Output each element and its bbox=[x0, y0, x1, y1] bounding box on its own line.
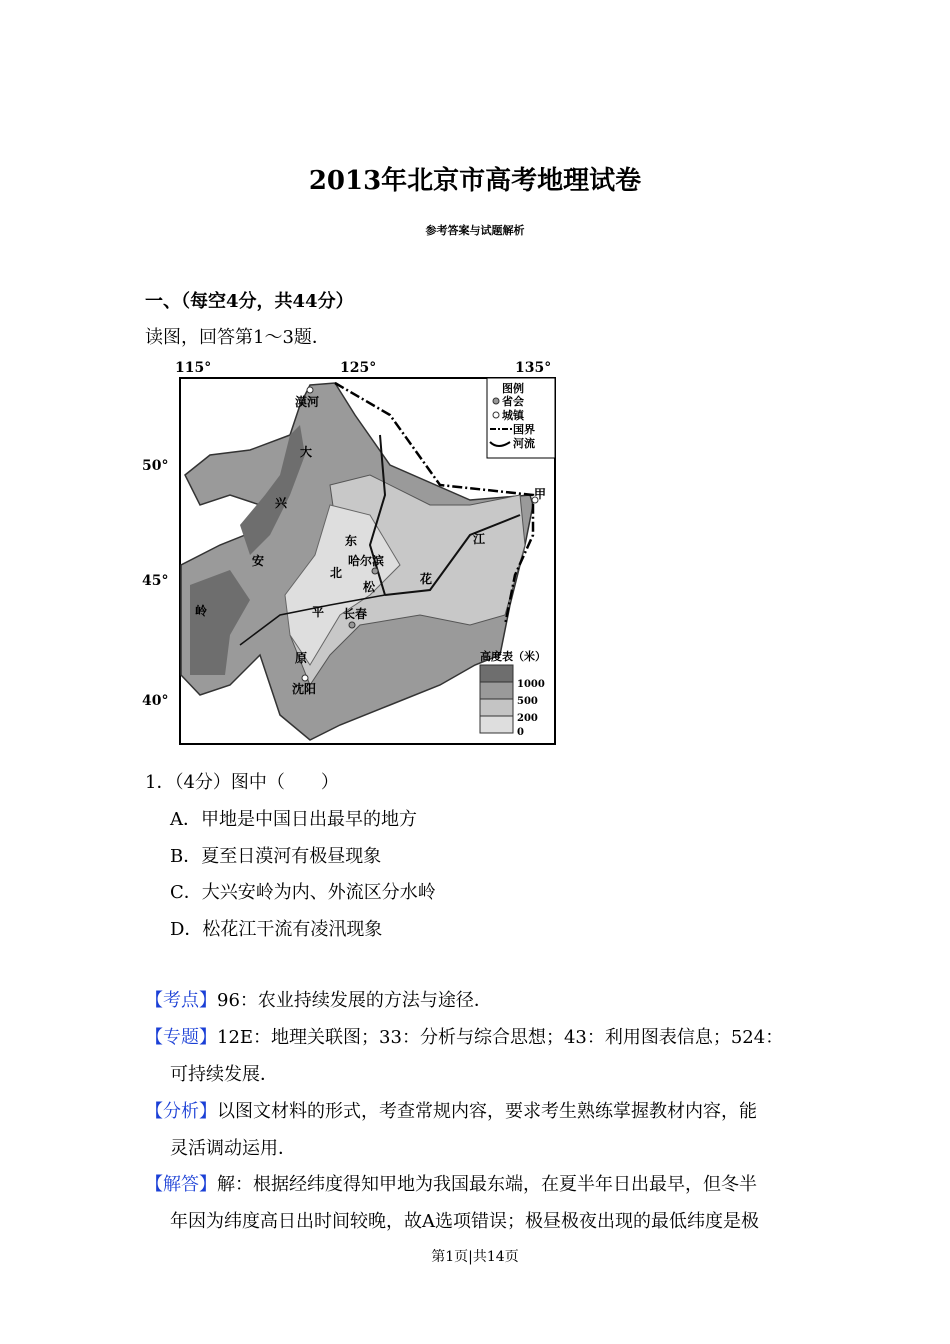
map-label: 沈阳 bbox=[292, 682, 317, 696]
map-label: 平 bbox=[312, 605, 325, 619]
fenxi bbox=[145, 1097, 757, 1123]
tag-label: 【解答】 bbox=[145, 1174, 217, 1195]
page-title: 2013年北京市高考地理试卷 bbox=[308, 166, 642, 196]
section-heading: 一、（每空4分，共44分） bbox=[145, 291, 354, 312]
analysis-text: 96：农业持续发展的方法与途径． bbox=[217, 990, 492, 1011]
map-label: 原 bbox=[295, 651, 308, 665]
elevation-level: 500 bbox=[517, 696, 538, 707]
analysis-text: 以图文材料的形式，考查常规内容，要求考生熟练掌握教材内容，能 bbox=[217, 1101, 757, 1122]
elevation-title: 高度表（米） bbox=[480, 650, 546, 663]
map-label: 安 bbox=[252, 554, 265, 568]
map-label: 漠河 bbox=[295, 395, 320, 409]
option-d: D．松花江干流有凌汛现象 bbox=[170, 919, 383, 940]
lat-tick: 40° bbox=[142, 693, 169, 709]
map-label: 甲 bbox=[534, 487, 547, 501]
zhuanti bbox=[145, 1023, 783, 1049]
map-label: 岭 bbox=[195, 604, 208, 618]
analysis-text: 灵活调动运用． bbox=[170, 1138, 296, 1159]
analysis-text: 可持续发展． bbox=[170, 1064, 278, 1085]
jieda bbox=[145, 1170, 757, 1196]
option-a: A．甲地是中国日出最早的地方 bbox=[170, 809, 417, 830]
lon-tick: 115° bbox=[175, 360, 212, 376]
page-footer: 第1页|共14页 bbox=[431, 1249, 519, 1265]
map-label: 大 bbox=[300, 445, 313, 459]
map-label: 东 bbox=[345, 534, 358, 548]
lon-tick: 125° bbox=[340, 360, 377, 376]
map-label: 兴 bbox=[275, 496, 288, 510]
lon-tick: 135° bbox=[515, 360, 552, 376]
capital-icon bbox=[493, 398, 499, 404]
legend-item: 河流 bbox=[513, 437, 535, 450]
lat-tick: 45° bbox=[142, 573, 169, 589]
legend-item: 省会 bbox=[502, 395, 524, 408]
elevation-level: 0 bbox=[517, 727, 524, 738]
legend-item: 城镇 bbox=[502, 409, 524, 422]
map-label: 北 bbox=[330, 566, 343, 580]
lat-tick: 50° bbox=[142, 458, 169, 474]
map-label: 花 bbox=[420, 572, 433, 586]
page-subtitle: 参考答案与试题解析 bbox=[425, 224, 525, 237]
analysis-text: 12E：地理关联图；33：分析与综合思想；43：利用图表信息；524： bbox=[217, 1027, 784, 1048]
question-stem: 1．（4分）图中（ ） bbox=[145, 772, 339, 793]
option-b: B．夏至日漠河有极昼现象 bbox=[170, 846, 382, 867]
town-icon bbox=[493, 412, 499, 418]
elevation-level: 200 bbox=[517, 713, 538, 724]
analysis-text: 解：根据经纬度得知甲地为我国最东端，在夏半年日出最早，但冬半 bbox=[217, 1174, 757, 1195]
tag-label: 【专题】 bbox=[145, 1027, 217, 1048]
intro-text: 读图，回答第1～3题． bbox=[145, 327, 330, 348]
tag-label: 【考点】 bbox=[145, 990, 217, 1011]
map-label: 松 bbox=[363, 580, 376, 594]
map-label: 长春 bbox=[343, 607, 368, 621]
elevation-level: 1000 bbox=[517, 679, 545, 690]
map-label: 江 bbox=[473, 532, 486, 546]
legend-title: 图例 bbox=[502, 382, 524, 395]
northeast-china-map bbox=[140, 355, 560, 750]
kaodian bbox=[145, 986, 492, 1012]
legend-item: 国界 bbox=[513, 423, 535, 436]
map-label: 哈尔滨 bbox=[348, 554, 385, 568]
option-c: C．大兴安岭为内、外流区分水岭 bbox=[170, 882, 436, 903]
tag-label: 【分析】 bbox=[145, 1101, 217, 1122]
analysis-text: 年因为纬度高日出时间较晚，故A选项错误；极昼极夜出现的最低纬度是极 bbox=[170, 1211, 759, 1232]
